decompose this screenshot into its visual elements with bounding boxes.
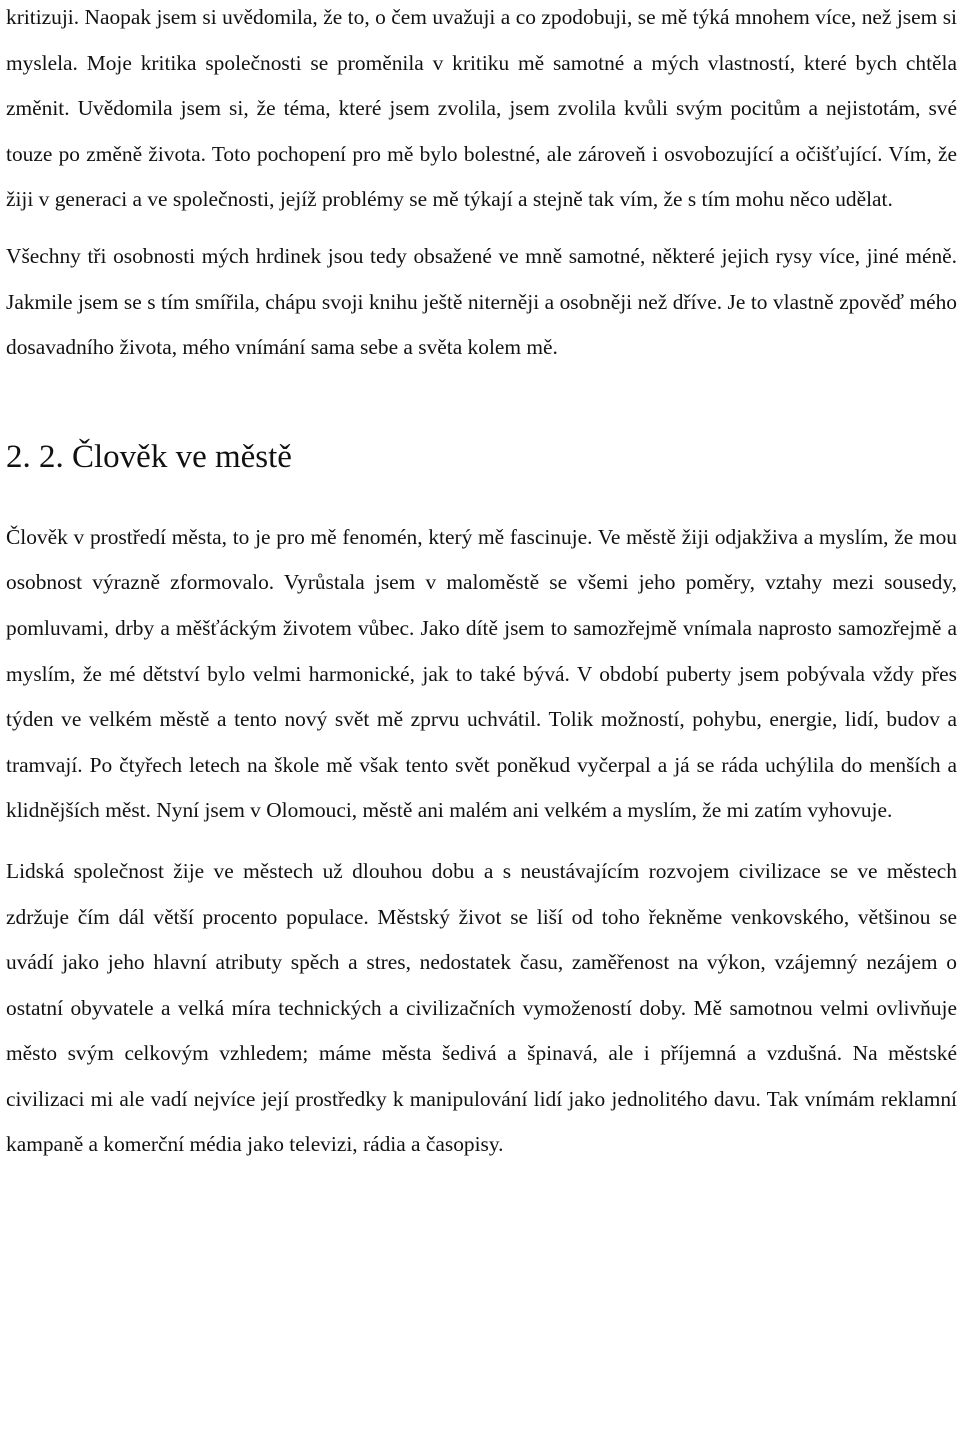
section-heading: 2. 2. Člověk ve městě: [6, 438, 292, 475]
paragraph: Člověk v prostředí města, to je pro mě fenomén, který mě fascinuje. Ve městě žiji odjakživa a myslím, že mou osobnost výrazně zformovalo. Vyrůstala jsem v maloměstě se všemi jeho poměry, vztahy mezi sousedy, pomluvami, drby a měšťáckým životem vůbec. Jako dítě jsem to samozřejmě vnímala naprosto samozřejmě a myslím, že mé dětství bylo velmi harmonické, jak to také bývá. V období puberty jsem pobývala vždy přes týden ve velkém městě a tento nový svět mě zprvu uchvátil. Tolik možností, pohybu, energie, lidí, budov a tramvají. Po čtyřech letech na škole mě však tento svět poněkud vyčerpal a já se ráda uchýlila do menších a klidnějších měst. Nyní jsem v Olomouci, městě ani malém ani velkém a myslím, že mi zatím vyhovuje.: [6, 524, 957, 823]
paragraph: kritizuji. Naopak jsem si uvědomila, že to, o čem uvažuji a co zpodobuji, se mě týká mnohem více, než jsem si myslela. Moje kritika společnosti se proměnila v kritiku mě samotné a mých vlastností, které bych chtěla změnit. Uvědomila jsem si, že téma, které jsem zvolila, jsem zvolila kvůli svým pocitům a nejistotám, své touze po změně života. Toto pochopení pro mě bylo bolestné, ale zároveň i osvobozující a očišťující. Vím, že žiji v generaci a ve společnosti, jejíž problémy se mě týkají a stejně tak vím, že s tím mohu něco udělat.: [6, 5, 957, 212]
document-page: [6, 0, 957, 1168]
paragraph: Lidská společnost žije ve městech už dlouhou dobu a s neustávajícím rozvojem civilizace se ve městech zdržuje čím dál větší procento populace. Městský život se liší od toho řekněme venkovského, většinou se uvádí jako jeho hlavní atributy spěch a stres, nedostatek času, zaměřenost na výkon, vzájemný nezájem o ostatní obyvatele a velká míra technických a civilizačních vymožeností doby. Mě samotnou velmi ovlivňuje město svým celkovým vzhledem; máme města šedivá a špinavá, ale i příjemná a vzdušná. Na městské civilizaci mi ale vadí nejvíce její prostředky k manipulování lidí jako jednolitého davu. Tak vnímám reklamní kampaně a komerční média jako televizi, rádia a časopisy.: [6, 858, 957, 1157]
paragraph: Všechny tři osobnosti mých hrdinek jsou tedy obsažené ve mně samotné, některé jejich rysy více, jiné méně. Jakmile jsem se s tím smířila, chápu svoji knihu ještě niterněji a osobněji než dříve. Je to vlastně zpověď mého dosavadního života, mého vnímání sama sebe a světa kolem mě.: [6, 243, 957, 360]
